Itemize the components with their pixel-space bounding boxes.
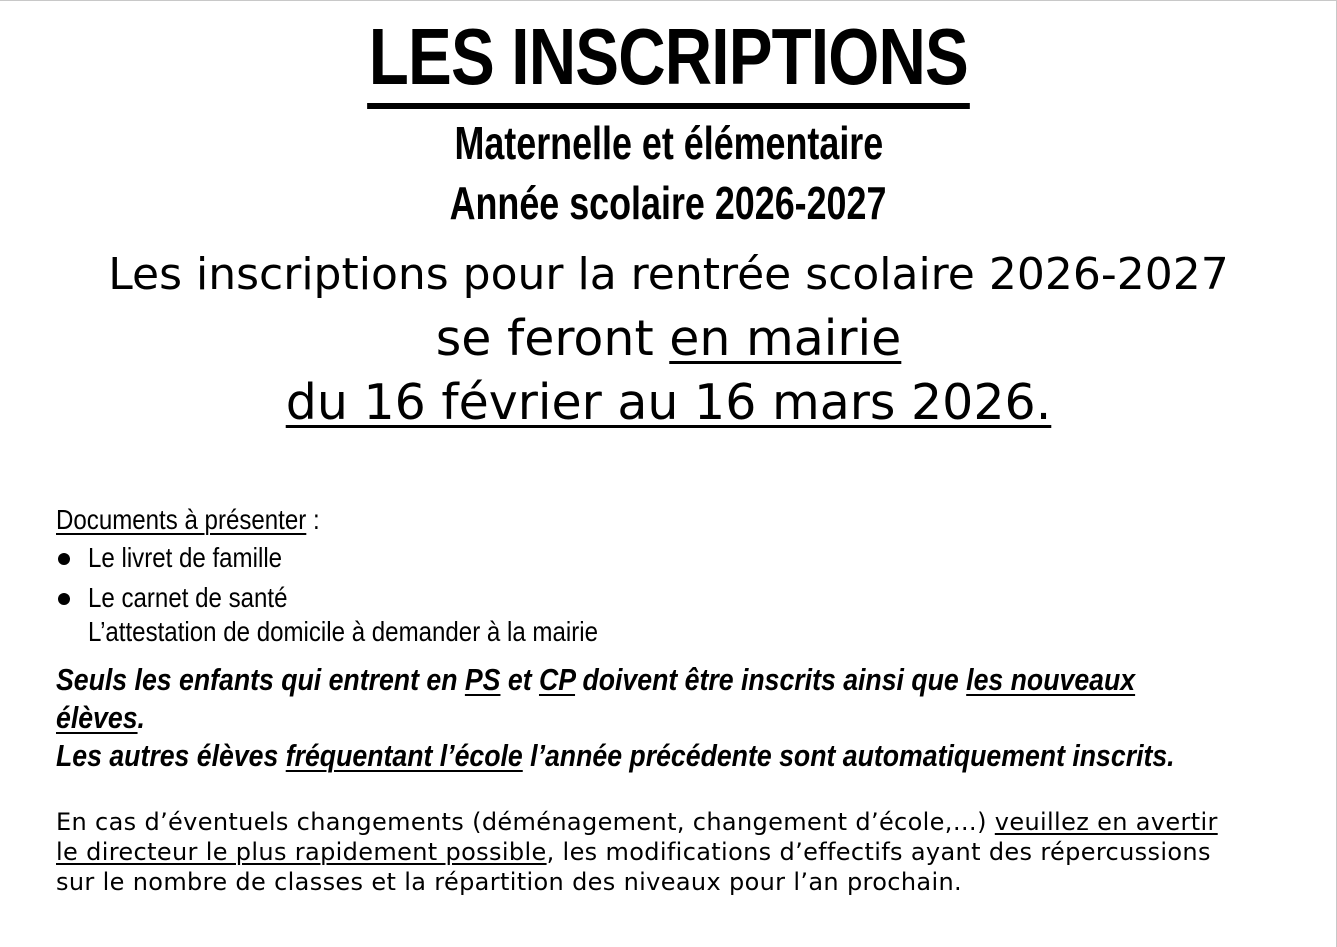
notice-new-students: les nouveaux xyxy=(966,662,1136,697)
subtitle-school-year xyxy=(0,175,1337,231)
page-title xyxy=(0,11,1337,109)
footer-warn-director: veuillez en avertir xyxy=(994,808,1218,836)
notice-line-2 xyxy=(56,699,159,737)
footer-warn-director: le directeur le plus rapidement possible xyxy=(56,838,547,866)
notice-line-3 xyxy=(56,737,1337,775)
notice-line-1 xyxy=(56,661,1311,699)
announcement-place: en mairie xyxy=(669,310,902,367)
subtitle-levels xyxy=(0,115,1337,171)
announcement-feront: feront xyxy=(506,310,670,367)
notice-new-students: élèves xyxy=(56,700,138,735)
document-item-label: Le livret de famille xyxy=(88,542,283,573)
announcement-dates-text: du 16 février au 16 mars 2026. xyxy=(285,374,1052,431)
announcement-se: se xyxy=(435,310,507,367)
document-item-label: Le carnet de santé xyxy=(88,582,288,613)
documents-label: Documents à présenter xyxy=(56,504,307,535)
footer-text: , les modifications d’effectifs ayant des répercussions xyxy=(546,838,1211,866)
footer-line-2 xyxy=(56,837,1211,867)
list-item xyxy=(56,541,320,581)
notice-text: . xyxy=(137,700,145,735)
notice-text: l’année précédente sont automatiquement inscrits. xyxy=(522,738,1175,773)
document-attestation xyxy=(88,615,681,649)
bullet-icon xyxy=(58,553,70,565)
notice-ps: PS xyxy=(464,662,501,697)
page-title-text: LES INSCRIPTIONS xyxy=(367,11,970,109)
bullet-icon xyxy=(58,593,70,605)
notice-cp: CP xyxy=(538,662,576,697)
notice-text: Les autres élèves xyxy=(56,738,286,773)
notice-text: Seuls les enfants qui entrent en xyxy=(56,662,465,697)
announcement-line-1: Les inscriptions pour la rentrée scolaire 2026-2027 xyxy=(108,249,1229,300)
documents-heading xyxy=(56,503,363,537)
announcement-line-2 xyxy=(0,309,1337,369)
documents-list xyxy=(56,541,320,621)
footer-line-3: sur le nombre de classes et la répartition des niveaux pour l’an prochain. xyxy=(56,868,963,896)
notice-text: doivent être inscrits ainsi que xyxy=(575,662,967,697)
footer-text: En cas d’éventuels changements (déménagement, changement d’école,…) xyxy=(56,808,995,836)
documents-label-colon: : xyxy=(306,504,320,535)
announcement-dates xyxy=(0,373,1337,433)
document-attestation-text: L’attestation de domicile à demander à la mairie xyxy=(88,616,598,647)
footer-line-1 xyxy=(56,807,1218,837)
subtitle-levels-text: Maternelle et élémentaire xyxy=(454,117,883,169)
notice-attending-school: fréquentant l’école xyxy=(285,738,523,773)
notice-text: et xyxy=(500,662,539,697)
subtitle-school-year-text: Année scolaire 2026-2027 xyxy=(450,177,887,229)
